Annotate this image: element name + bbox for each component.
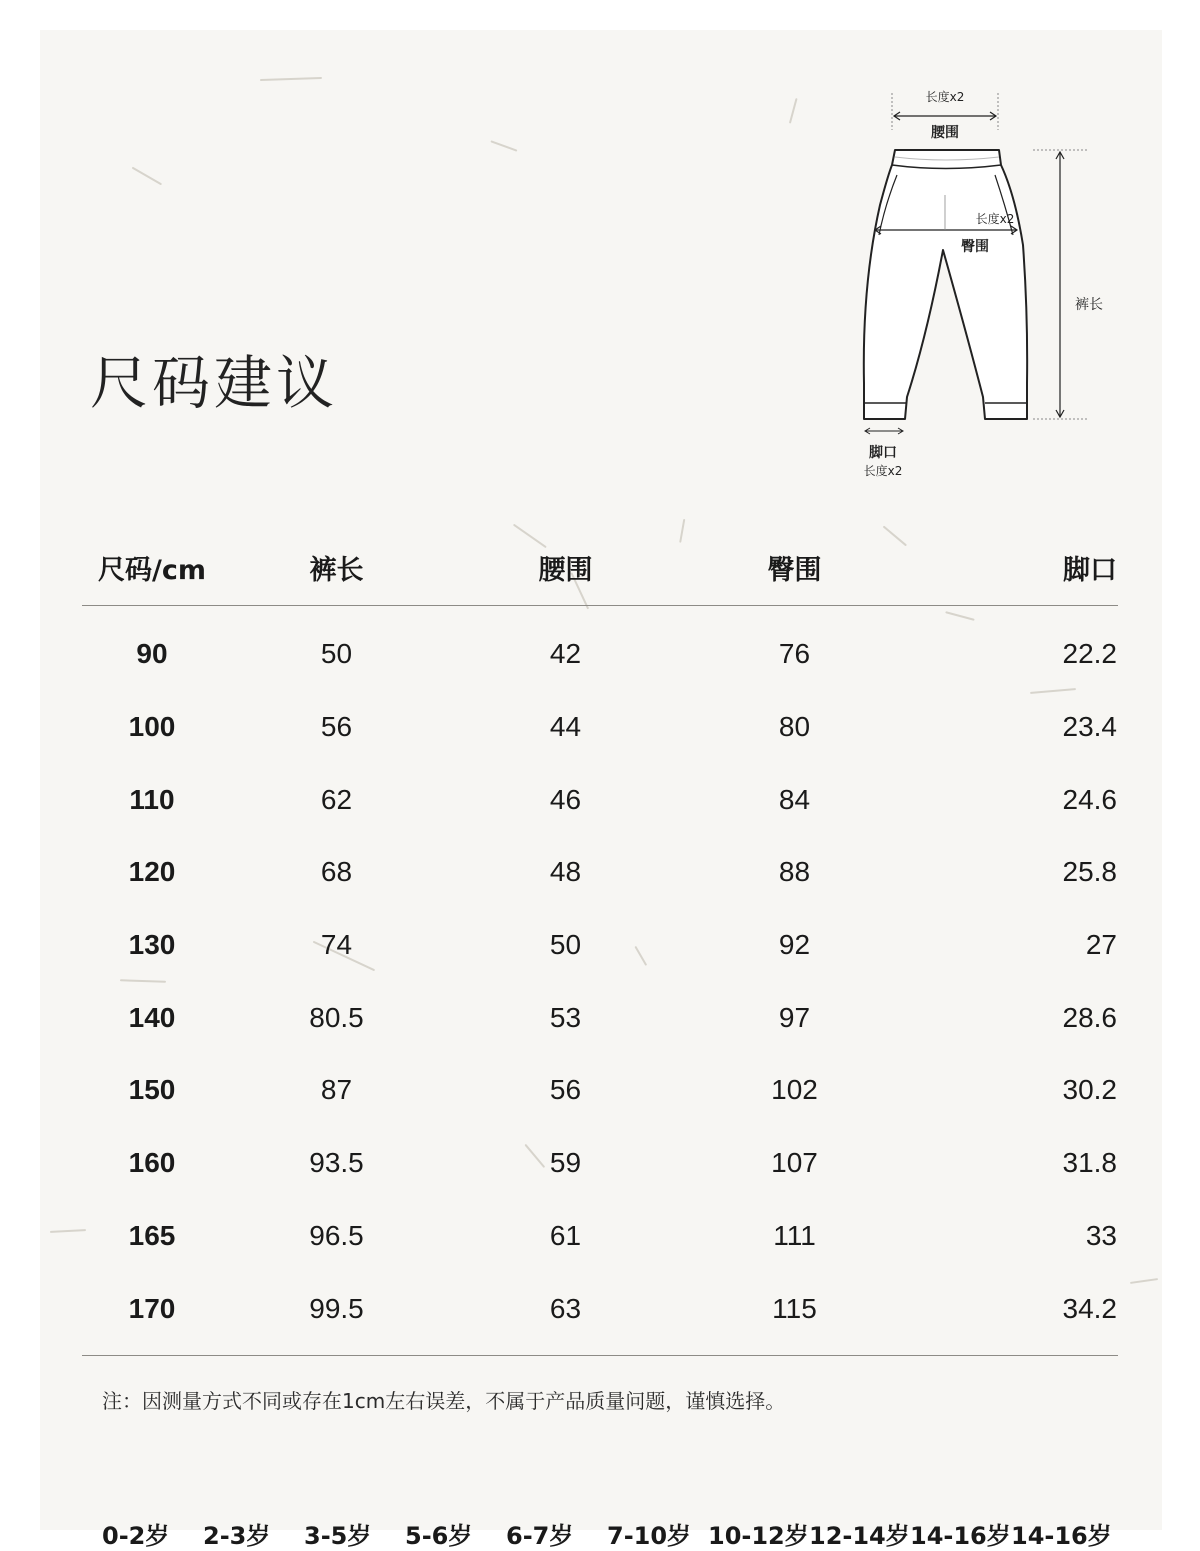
- page-title: 尺码建议: [90, 349, 339, 417]
- waist-cell: 44: [549, 711, 582, 743]
- table-row: [82, 1272, 1118, 1345]
- table-row: [82, 836, 1118, 909]
- table-row: [82, 909, 1118, 982]
- age-range-label: 0-2岁: [102, 1522, 170, 1550]
- cuff-cell: 22.2: [1062, 638, 1117, 670]
- disclaimer-note: 注：因测量方式不同或存在1cm左右误差，不属于产品质量问题，谨慎选择。: [102, 1389, 786, 1413]
- pants-length-label: 裤长: [1075, 297, 1103, 313]
- length-cell: 87: [320, 1074, 353, 1106]
- header-pants-length: 裤长: [309, 555, 364, 586]
- hip-cell: 102: [771, 1074, 818, 1106]
- hip-cell: 115: [772, 1292, 817, 1324]
- size-cell: 120: [128, 856, 176, 888]
- age-range-label: 12-14岁: [809, 1522, 910, 1550]
- length-cell: 93.5: [309, 1147, 364, 1179]
- waist-cell: 42: [549, 638, 582, 670]
- table-row: [82, 981, 1118, 1054]
- age-range-label: 6-7岁: [506, 1522, 574, 1550]
- length-cell: 56: [320, 711, 353, 743]
- paper-fiber: [132, 167, 162, 185]
- cuff-cell: 34.2: [1062, 1292, 1117, 1324]
- hip-cell: 111: [773, 1219, 816, 1251]
- waist-cell: 46: [549, 783, 582, 815]
- length-cell: 68: [320, 856, 353, 888]
- pants-measurement-diagram: [855, 85, 1115, 478]
- paper-fiber: [789, 98, 797, 124]
- length-cell: 74: [320, 929, 353, 961]
- size-table: [82, 530, 1118, 1356]
- length-cell: 96.5: [309, 1219, 364, 1251]
- size-cell: 150: [128, 1074, 176, 1106]
- table-row: [82, 763, 1118, 836]
- size-cell: 165: [128, 1219, 176, 1251]
- waist-cell: 48: [549, 856, 582, 888]
- table-header: [82, 530, 1118, 606]
- hip-cell: 80: [778, 711, 811, 743]
- table-row: [82, 691, 1118, 764]
- size-cell: 90: [136, 638, 168, 670]
- paper-fiber: [260, 77, 322, 81]
- paper-fiber: [50, 1229, 86, 1232]
- waist-cell: 50: [549, 929, 582, 961]
- table-row: [82, 618, 1118, 691]
- table-row: [82, 1200, 1118, 1273]
- hip-cell: 97: [778, 1001, 811, 1033]
- hip-length-label: 长度x2: [975, 212, 1015, 226]
- cuff-cell: 33: [1085, 1219, 1117, 1251]
- age-range-label: 10-12岁: [708, 1522, 809, 1550]
- hip-cell: 76: [778, 638, 811, 670]
- waist-cell: 61: [549, 1219, 582, 1251]
- table-row: [82, 1054, 1118, 1127]
- size-cell: 110: [129, 783, 175, 815]
- table-body: [82, 606, 1118, 1356]
- waist-cell: 53: [549, 1001, 582, 1033]
- age-range-label: 2-3岁: [203, 1522, 271, 1550]
- hip-cell: 88: [778, 856, 811, 888]
- age-range-label: 14-16岁: [1011, 1522, 1112, 1550]
- waist-label: 腰围: [931, 125, 959, 141]
- paper-fiber: [491, 140, 518, 151]
- age-range-label: 7-10岁: [607, 1522, 692, 1550]
- age-range-label: 3-5岁: [304, 1522, 372, 1550]
- cuff-label: 脚口: [869, 445, 897, 461]
- waist-cell: 56: [549, 1074, 582, 1106]
- cuff-cell: 28.6: [1062, 1001, 1117, 1033]
- header-size: 尺码/cm: [98, 555, 206, 586]
- header-hip: 臀围: [767, 555, 822, 586]
- size-cell: 170: [128, 1292, 176, 1324]
- waist-cell: 63: [549, 1292, 582, 1324]
- paper-fiber: [1130, 1278, 1158, 1283]
- table-row: [82, 1127, 1118, 1200]
- cuff-cell: 24.6: [1062, 783, 1117, 815]
- length-cell: 80.5: [309, 1001, 364, 1033]
- cuff-cell: 31.8: [1062, 1147, 1117, 1179]
- size-guide-card: [40, 30, 1162, 1550]
- length-cell: 99.5: [309, 1292, 364, 1324]
- length-cell: 62: [320, 783, 353, 815]
- length-cell: 50: [320, 638, 353, 670]
- cuff-cell: 30.2: [1062, 1074, 1117, 1106]
- hip-label: 臀围: [961, 239, 989, 255]
- size-cell: 100: [128, 711, 176, 743]
- cuff-cell: 27: [1085, 929, 1117, 961]
- size-cell: 160: [128, 1147, 176, 1179]
- cuff-length-label: 长度x2: [863, 464, 903, 478]
- pants-outline: [864, 150, 1027, 419]
- cuff-cell: 23.4: [1062, 711, 1117, 743]
- waist-cell: 59: [549, 1147, 582, 1179]
- age-range-label: 5-6岁: [405, 1522, 473, 1550]
- waist-length-label: 长度x2: [925, 90, 965, 104]
- hip-cell: 84: [778, 783, 811, 815]
- cuff-cell: 25.8: [1062, 856, 1117, 888]
- age-range-row: [102, 1516, 1112, 1551]
- header-cuff: 脚口: [1063, 555, 1117, 586]
- hip-cell: 107: [771, 1147, 818, 1179]
- hip-cell: 92: [778, 929, 811, 961]
- size-cell: 140: [128, 1001, 176, 1033]
- age-range-label: 14-16岁: [910, 1522, 1011, 1550]
- size-cell: 130: [128, 929, 176, 961]
- header-waist: 腰围: [538, 555, 593, 586]
